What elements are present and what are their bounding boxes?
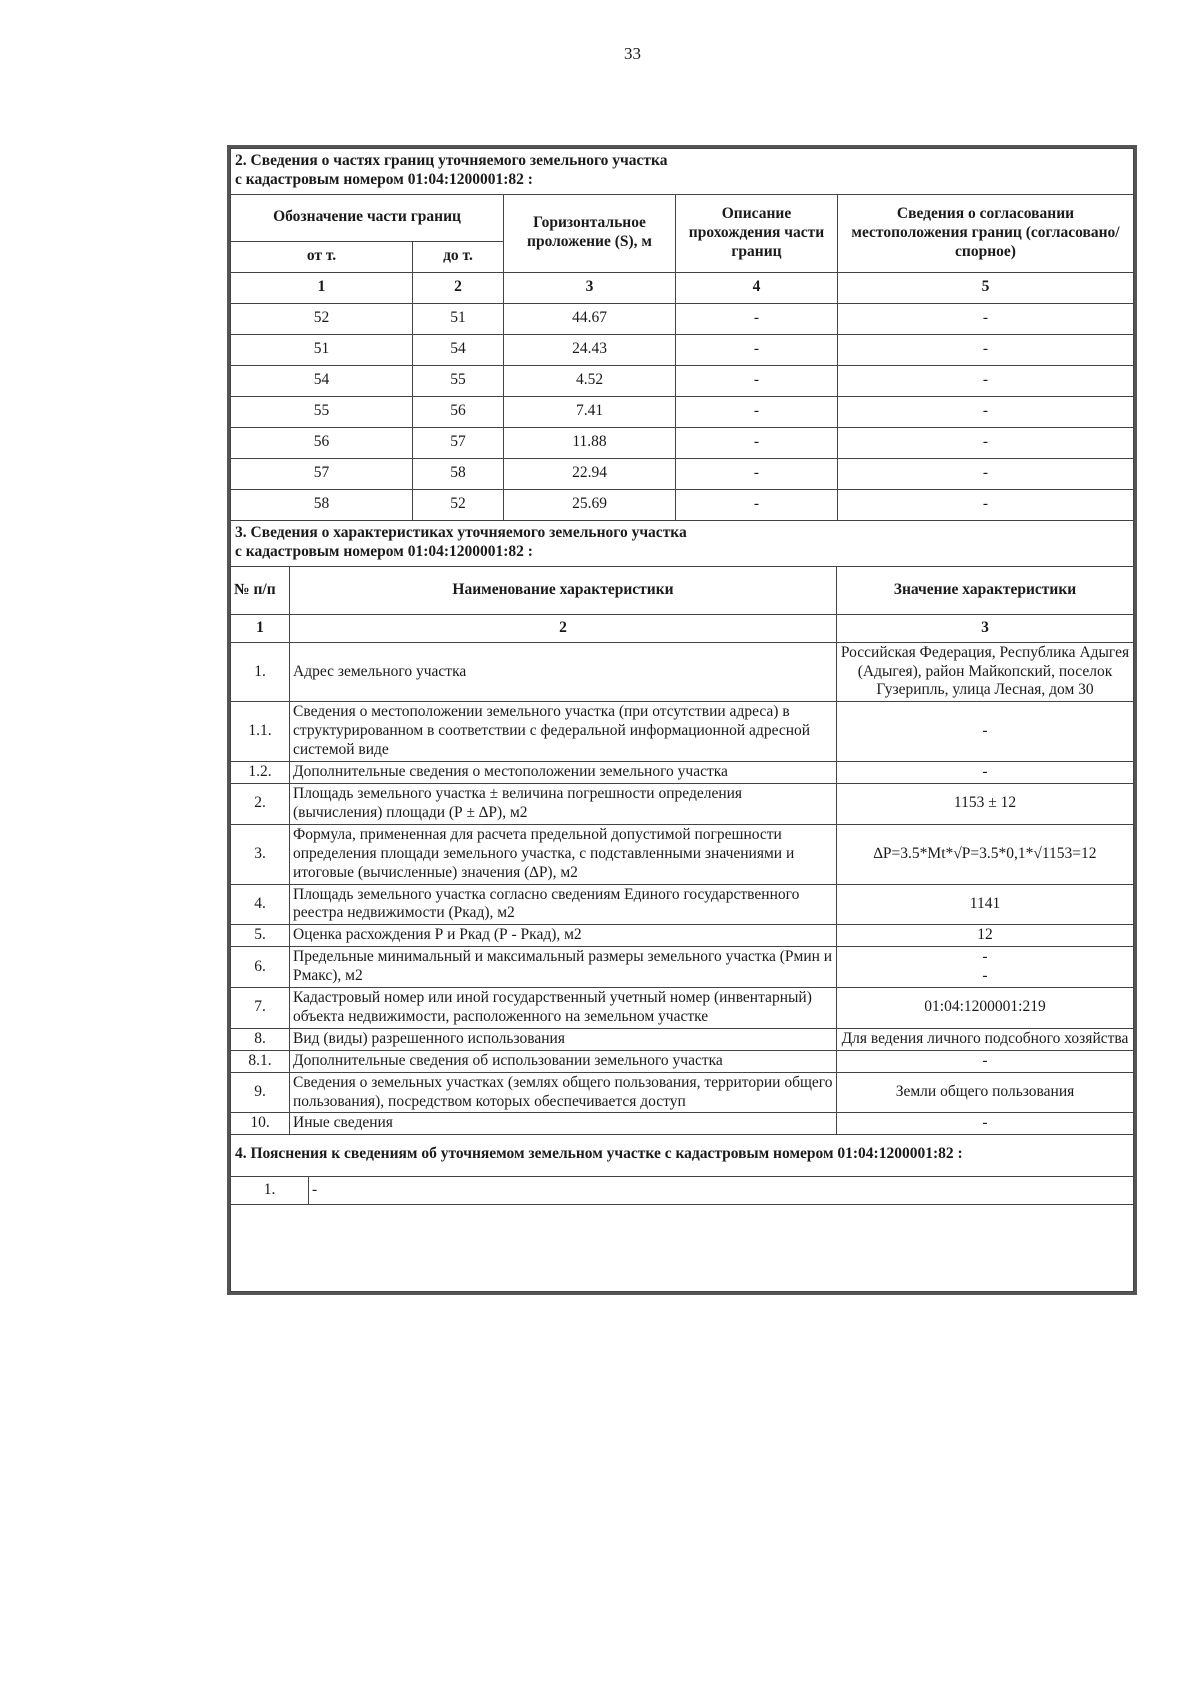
row-number: 4. <box>231 884 290 925</box>
table-row <box>231 988 1134 1029</box>
header-agreement: Сведения о согласовании местоположения границ (согласовано/спорное) <box>838 194 1134 272</box>
header-to: до т. <box>413 241 504 272</box>
section3-title-line1: 3. Сведения о характеристиках уточняемого земельного участка <box>235 523 687 541</box>
characteristic-value: Земли общего пользования <box>837 1072 1134 1113</box>
cell-from: 57 <box>231 458 413 489</box>
cell-length: 25.69 <box>504 489 676 520</box>
page-number: 33 <box>624 44 641 63</box>
characteristic-name: Дополнительные сведения об использовании земельного участка <box>290 1050 837 1072</box>
characteristic-name: Вид (виды) разрешенного использования <box>290 1028 837 1050</box>
table-row <box>231 702 1134 762</box>
cell-to: 58 <box>413 458 504 489</box>
header-characteristic-value: Значение характеристики <box>837 566 1134 614</box>
cell-from: 56 <box>231 427 413 458</box>
header-boundary-part: Обозначение части границ <box>231 194 504 241</box>
table-row <box>231 884 1134 925</box>
characteristic-name: Площадь земельного участка согласно сведениям Единого государственного реестра недвижимости (Ркад), м2 <box>290 884 837 925</box>
table-row <box>231 762 1134 784</box>
cell-agreement: - <box>838 489 1134 520</box>
note-text: - <box>309 1177 1134 1205</box>
cadastral-form <box>227 145 1137 1295</box>
characteristic-name: Иные сведения <box>290 1113 837 1135</box>
row-number: 9. <box>231 1072 290 1113</box>
table-row <box>231 334 1134 365</box>
table-row <box>231 1113 1134 1135</box>
cell-to: 52 <box>413 489 504 520</box>
table-row <box>231 1050 1134 1072</box>
col-number: 3 <box>837 614 1134 642</box>
row-number: 1.1. <box>231 702 290 762</box>
table-row <box>231 365 1134 396</box>
characteristic-value: - <box>837 702 1134 762</box>
cell-length: 24.43 <box>504 334 676 365</box>
characteristic-value <box>837 947 1134 988</box>
notes-blank-area <box>231 1205 1134 1292</box>
section2-table <box>230 148 1134 521</box>
cell-agreement: - <box>838 303 1134 334</box>
cell-length: 22.94 <box>504 458 676 489</box>
row-number: 10. <box>231 1113 290 1135</box>
column-number-row <box>231 614 1134 642</box>
cell-agreement: - <box>838 396 1134 427</box>
header-characteristic-name: Наименование характеристики <box>290 566 837 614</box>
col-number: 1 <box>231 272 413 303</box>
table-row <box>231 458 1134 489</box>
cell-agreement: - <box>838 427 1134 458</box>
note-number: 1. <box>231 1177 309 1205</box>
cell-description: - <box>676 334 838 365</box>
col-number: 4 <box>676 272 838 303</box>
section4-title: 4. Пояснения к сведениям об уточняемом земельном участке с кадастровым номером 01:04:1200001:82 : <box>231 1135 1134 1176</box>
cell-to: 57 <box>413 427 504 458</box>
cell-agreement: - <box>838 458 1134 489</box>
characteristic-name: Кадастровый номер или иной государственный учетный номер (инвентарный) объекта недвижимости, расположенного на земельном участке <box>290 988 837 1029</box>
table-row <box>231 824 1134 884</box>
section3-table <box>230 521 1134 1136</box>
characteristic-value: 12 <box>837 925 1134 947</box>
col-number: 5 <box>838 272 1134 303</box>
table-row <box>231 925 1134 947</box>
cell-from: 54 <box>231 365 413 396</box>
table-row <box>231 427 1134 458</box>
row-number: 3. <box>231 824 290 884</box>
table-row <box>231 1177 1134 1205</box>
cell-description: - <box>676 489 838 520</box>
row-number: 2. <box>231 783 290 824</box>
cell-agreement: - <box>838 334 1134 365</box>
characteristic-value: 01:04:1200001:219 <box>837 988 1134 1029</box>
header-from: от т. <box>231 241 413 272</box>
characteristic-value: 1141 <box>837 884 1134 925</box>
cell-description: - <box>676 303 838 334</box>
characteristic-name: Площадь земельного участка ± величина погрешности определения (вычисления) площади (Р ± ∆Р), м2 <box>290 783 837 824</box>
characteristic-value: 1153 ± 12 <box>837 783 1134 824</box>
row-number: 1. <box>231 642 290 702</box>
row-number: 8. <box>231 1028 290 1050</box>
cell-from: 55 <box>231 396 413 427</box>
characteristic-name: Сведения о местоположении земельного участка (при отсутствии адреса) в структурированном в соответствии с федеральной информационной адресной системой виде <box>290 702 837 762</box>
cell-description: - <box>676 365 838 396</box>
col-number: 2 <box>413 272 504 303</box>
cell-length: 4.52 <box>504 365 676 396</box>
min-size-value: - <box>982 948 988 966</box>
table-row <box>231 396 1134 427</box>
max-size-value: - <box>982 967 988 985</box>
characteristic-name: Формула, примененная для расчета предельной допустимой погрешности определения площади земельного участка, с подставленными значениями и итоговые (вычисленные) значения (∆Р), м2 <box>290 824 837 884</box>
characteristic-name: Оценка расхождения Р и Ркад (Р - Ркад), м2 <box>290 925 837 947</box>
col-number: 3 <box>504 272 676 303</box>
characteristic-name: Предельные минимальный и максимальный размеры земельного участка (Рмин и Рмакс), м2 <box>290 947 837 988</box>
row-number: 6. <box>231 947 290 988</box>
characteristic-name: Сведения о земельных участках (землях общего пользования, территории общего пользования), посредством которых обеспечивается доступ <box>290 1072 837 1113</box>
table-row <box>231 489 1134 520</box>
section2-title-line1: 2. Сведения о частях границ уточняемого земельного участка <box>235 152 668 169</box>
cell-description: - <box>676 396 838 427</box>
table-row <box>231 783 1134 824</box>
characteristic-value: - <box>837 1050 1134 1072</box>
cell-from: 52 <box>231 303 413 334</box>
col-number: 2 <box>290 614 837 642</box>
table-row <box>231 947 1134 988</box>
characteristic-value: - <box>837 1113 1134 1135</box>
row-number: 8.1. <box>231 1050 290 1072</box>
characteristic-name: Дополнительные сведения о местоположении земельного участка <box>290 762 837 784</box>
characteristic-value: ∆Р=3.5*Мt*√Р=3.5*0,1*√1153=12 <box>837 824 1134 884</box>
cell-from: 51 <box>231 334 413 365</box>
cell-length: 44.67 <box>504 303 676 334</box>
table-row <box>231 303 1134 334</box>
header-description: Описание прохождения части границ <box>676 194 838 272</box>
cell-to: 55 <box>413 365 504 396</box>
section4-table <box>230 1135 1134 1292</box>
table-row <box>231 1028 1134 1050</box>
cell-from: 58 <box>231 489 413 520</box>
section2-title-line2: с кадастровым номером 01:04:1200001:82 : <box>235 170 533 188</box>
section2-title <box>231 149 1134 195</box>
header-horizontal: Горизонтальное проложение (S), м <box>504 194 676 272</box>
cell-length: 11.88 <box>504 427 676 458</box>
characteristic-name: Адрес земельного участка <box>290 642 837 702</box>
section3-title-line2: с кадастровым номером 01:04:1200001:82 : <box>235 542 533 560</box>
characteristic-value: - <box>837 762 1134 784</box>
header-num: № п/п <box>231 566 290 614</box>
characteristic-value: Российская Федерация, Республика Адыгея (Адыгея), район Майкопский, поселок Гузерипль, улица Лесная, дом 30 <box>837 642 1134 702</box>
table-row <box>231 642 1134 702</box>
row-number: 7. <box>231 988 290 1029</box>
cell-description: - <box>676 427 838 458</box>
cell-description: - <box>676 458 838 489</box>
row-number: 1.2. <box>231 762 290 784</box>
col-number: 1 <box>231 614 290 642</box>
cell-to: 56 <box>413 396 504 427</box>
cell-to: 54 <box>413 334 504 365</box>
cell-length: 7.41 <box>504 396 676 427</box>
cell-agreement: - <box>838 365 1134 396</box>
column-number-row <box>231 272 1134 303</box>
section3-title <box>231 521 1134 566</box>
characteristic-value: Для ведения личного подсобного хозяйства <box>837 1028 1134 1050</box>
row-number: 5. <box>231 925 290 947</box>
cell-to: 51 <box>413 303 504 334</box>
table-row <box>231 1072 1134 1113</box>
